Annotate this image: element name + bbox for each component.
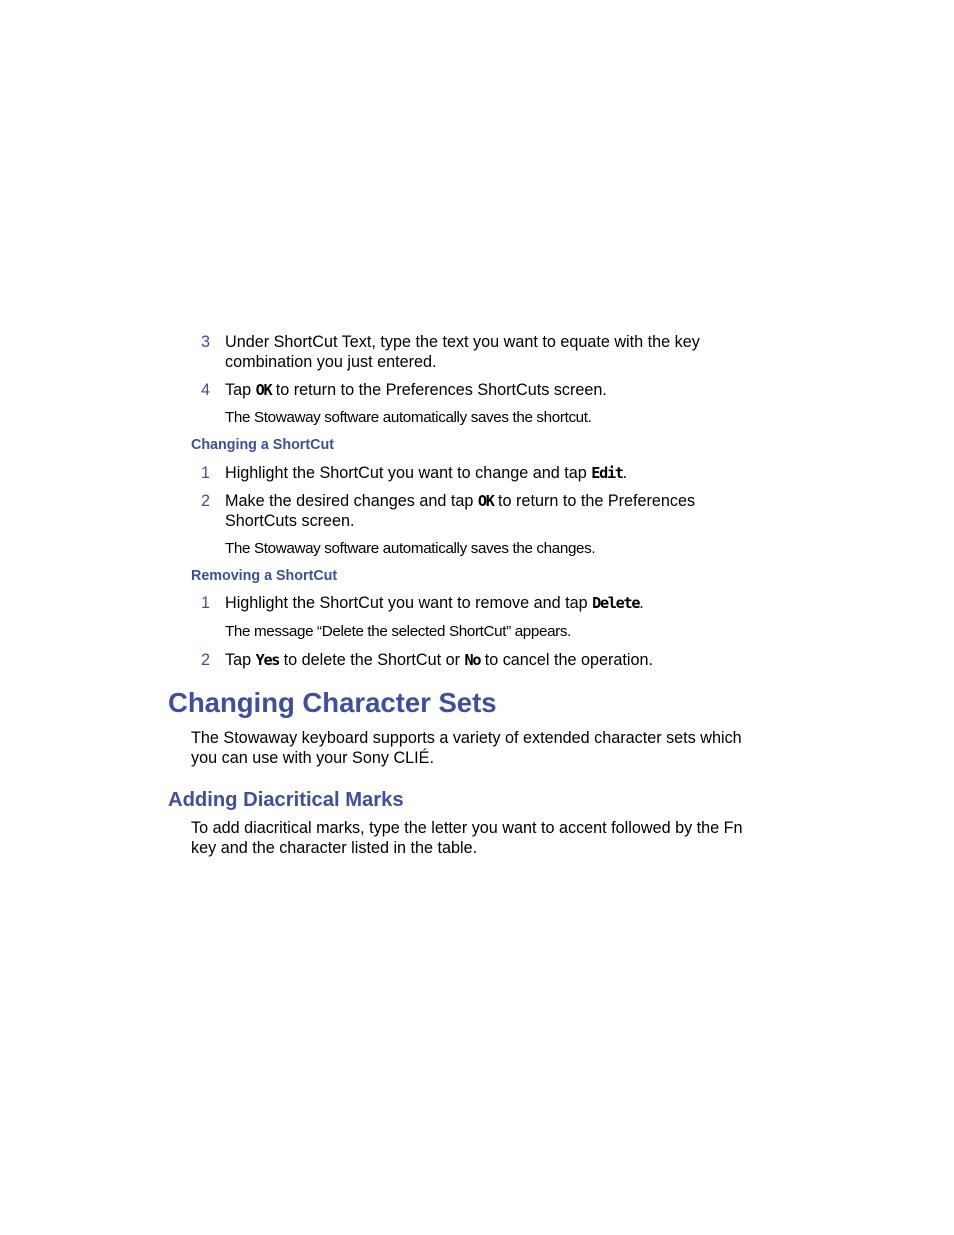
note-delete-message: The message “Delete the selected ShortCut” appears.	[225, 623, 571, 640]
step-text	[225, 332, 765, 372]
step-text-pre: Tap	[225, 381, 256, 399]
paragraph-line-2: key and the character listed in the table.	[191, 839, 478, 857]
key-ok: OK	[477, 492, 494, 510]
step-text-line-1: Under ShortCut Text, type the text you want to equate with the key	[225, 333, 700, 351]
step-text-post: to cancel the operation.	[480, 651, 653, 669]
step-number: 2	[201, 651, 211, 669]
heading-adding-diacritical-marks: Adding Diacritical Marks	[168, 789, 404, 811]
heading-changing-character-sets: Changing Character Sets	[168, 687, 497, 718]
step-text	[225, 650, 765, 670]
paragraph-character-sets	[191, 728, 791, 768]
step-text	[225, 463, 765, 483]
step-text-post: to return to the Preferences ShortCuts screen.	[271, 381, 607, 399]
key-ok: OK	[255, 381, 272, 399]
step-text-post: to return to the Preferences	[493, 492, 696, 510]
step-text	[225, 593, 765, 613]
paragraph-line-1: The Stowaway keyboard supports a variety of extended character sets which	[191, 729, 742, 747]
note-saves-shortcut: The Stowaway software automatically saves the shortcut.	[225, 409, 592, 426]
step-text-line-2: combination you just entered.	[225, 353, 437, 371]
step-text	[225, 491, 765, 531]
key-delete: Delete	[592, 594, 640, 612]
step-text-pre: Highlight the ShortCut you want to change and tap	[225, 464, 592, 482]
step-text-pre: Tap	[225, 651, 256, 669]
step-text-mid: to delete the ShortCut or	[279, 651, 465, 669]
step-number: 1	[201, 464, 211, 482]
step-text-post: .	[639, 594, 644, 612]
key-edit: Edit	[591, 464, 623, 482]
step-text	[225, 380, 765, 400]
step-text-line-2: ShortCuts screen.	[225, 512, 355, 530]
subheading-removing-shortcut: Removing a ShortCut	[191, 568, 338, 584]
step-number: 2	[201, 492, 211, 510]
note-saves-changes: The Stowaway software automatically saves the changes.	[225, 540, 596, 557]
key-yes: Yes	[255, 651, 280, 669]
step-text-pre: Highlight the ShortCut you want to remove and tap	[225, 594, 593, 612]
key-no: No	[464, 651, 481, 669]
step-number: 1	[201, 594, 211, 612]
step-number: 4	[201, 381, 211, 399]
step-number: 3	[201, 333, 211, 351]
subheading-changing-shortcut: Changing a ShortCut	[191, 437, 334, 453]
step-text-pre: Make the desired changes and tap	[225, 492, 478, 510]
paragraph-line-1: To add diacritical marks, type the letter you want to accent followed by the Fn	[191, 819, 743, 837]
paragraph-diacritical-marks	[191, 818, 791, 858]
paragraph-line-2: you can use with your Sony CLIÉ.	[191, 749, 434, 767]
step-text-post: .	[622, 464, 628, 482]
